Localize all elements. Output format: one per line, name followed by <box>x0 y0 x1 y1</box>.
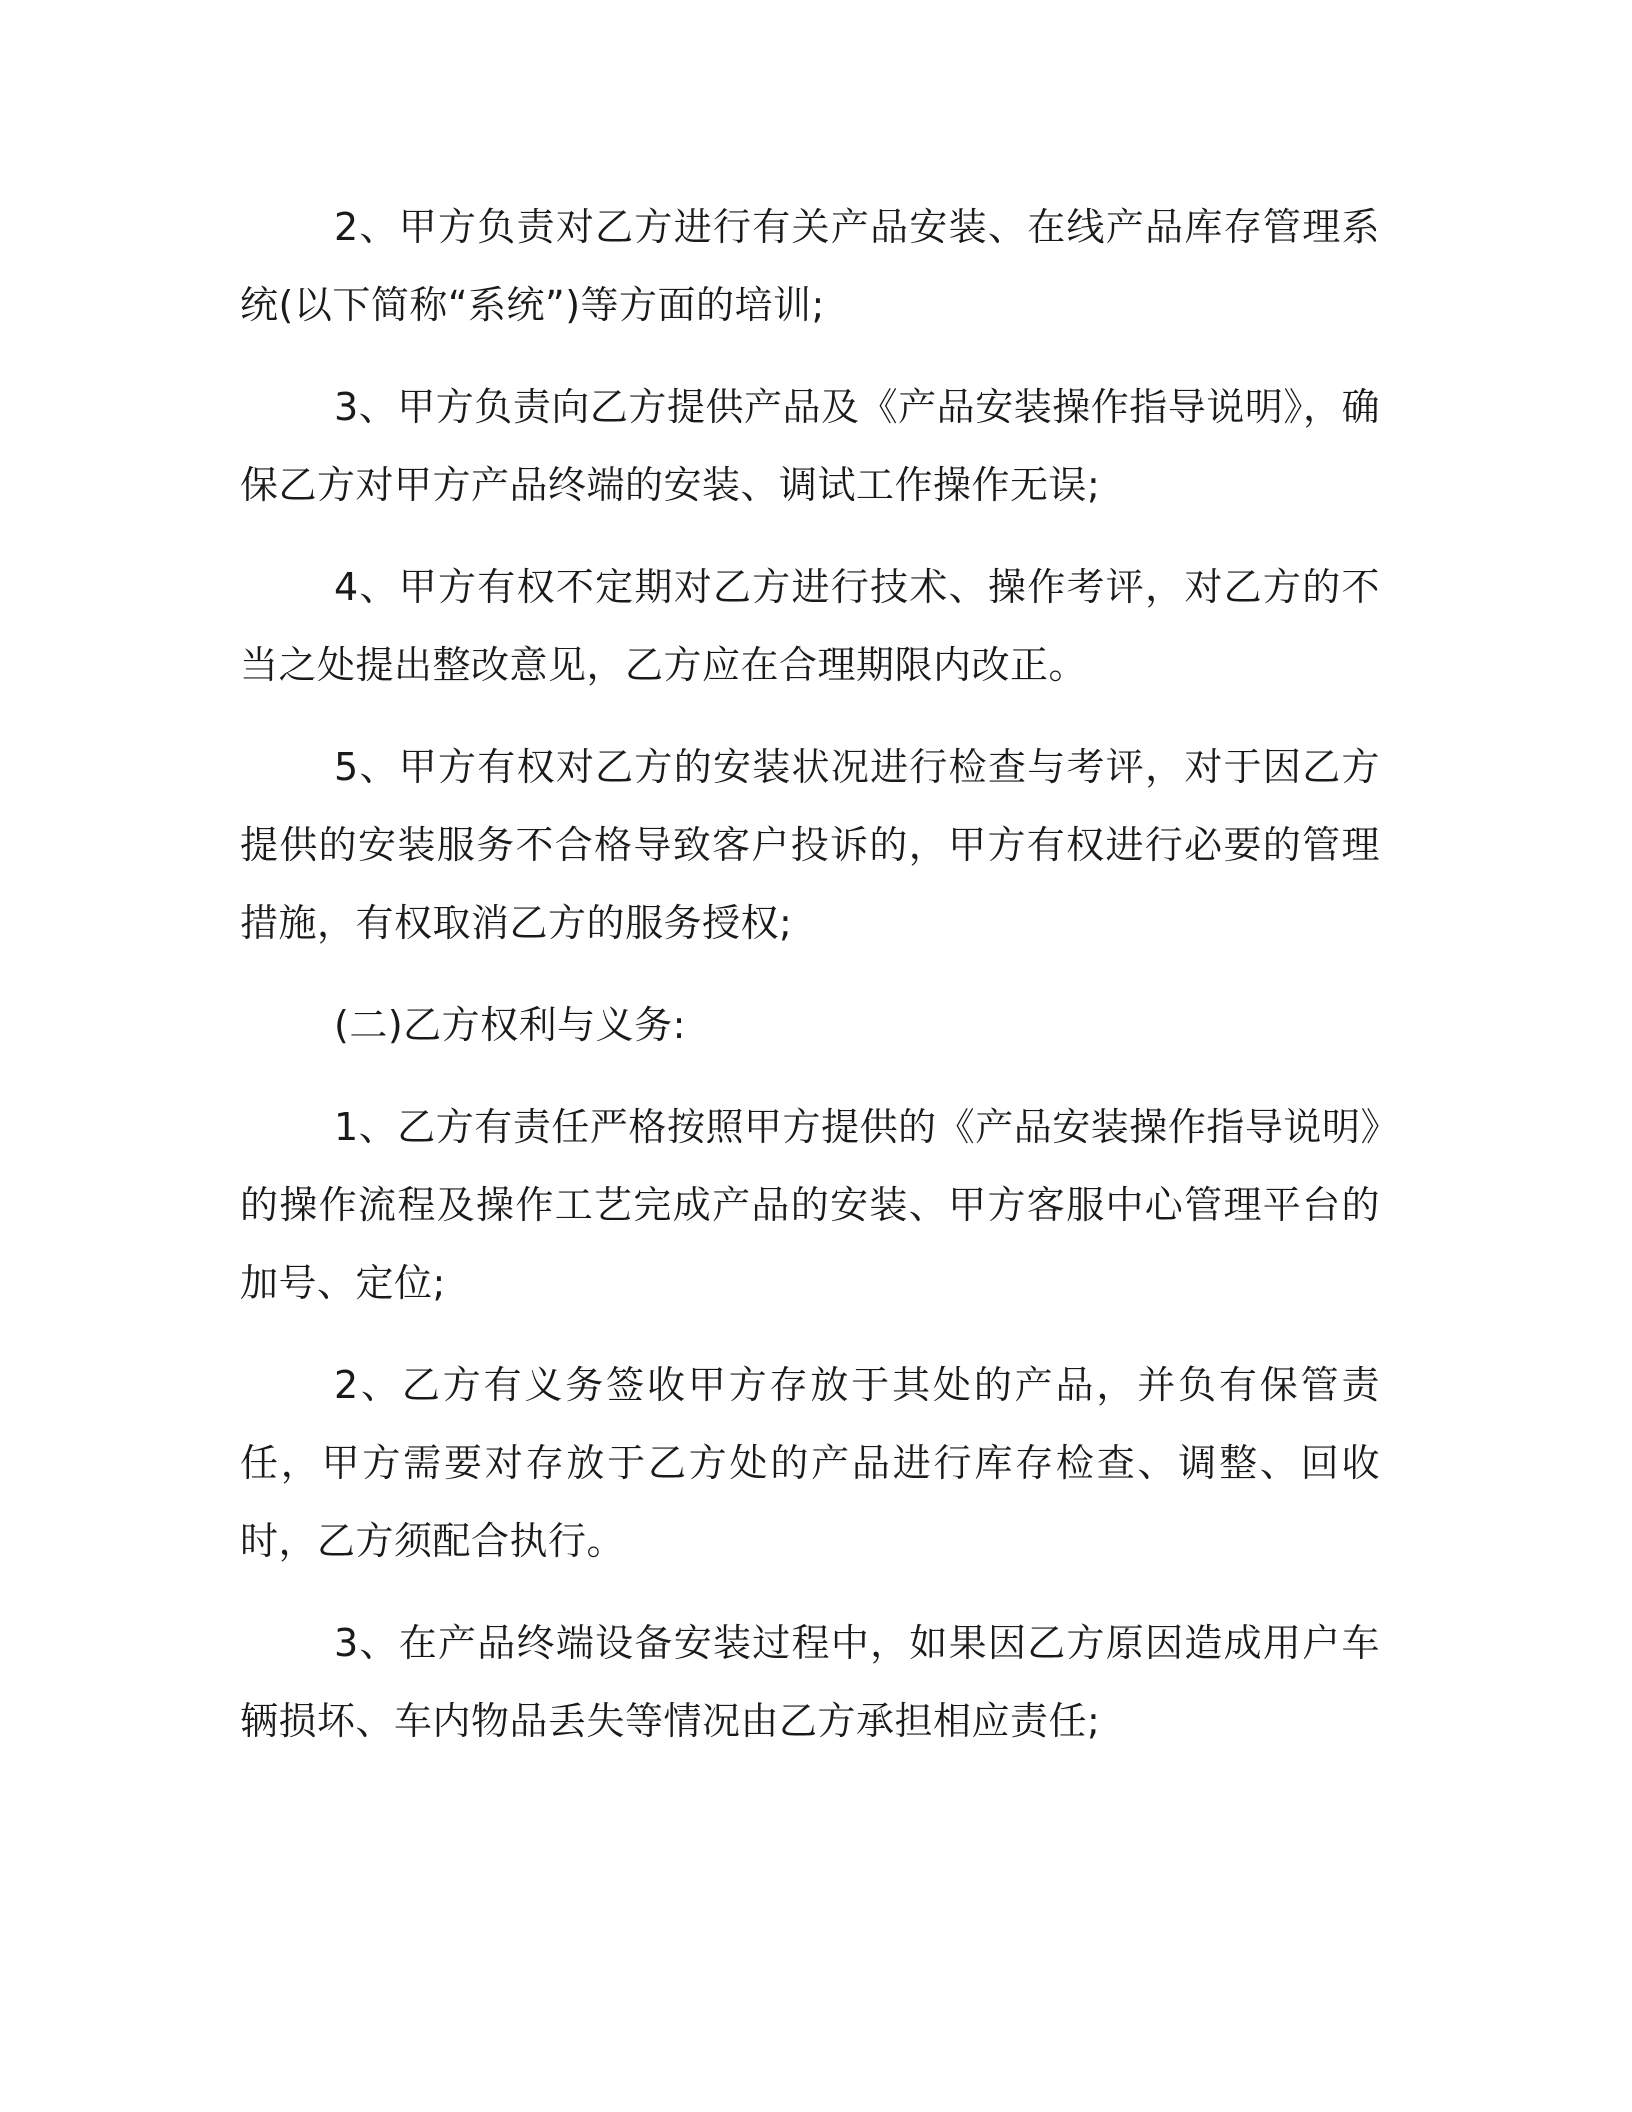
document-body <box>240 188 1380 1784</box>
clause-b-2: 2、乙方有义务签收甲方存放于其处的产品，并负有保管责任，甲方需要对存放于乙方处的产品进行库存检查、调整、回收时，乙方须配合执行。 <box>240 1363 1380 1563</box>
clause-a-2: 2、甲方负责对乙方进行有关产品安装、在线产品库存管理系统(以下简称“系统”)等方面的培训; <box>240 205 1380 327</box>
section-heading-party-b: (二)乙方权利与义务: <box>334 1003 686 1047</box>
clause-a-3: 3、甲方负责向乙方提供产品及《产品安装操作指导说明》，确保乙方对甲方产品终端的安装、调试工作操作无误; <box>240 385 1380 507</box>
clause-b-1: 1、乙方有责任严格按照甲方提供的《产品安装操作指导说明》的操作流程及操作工艺完成产品的安装、甲方客服中心管理平台的加号、定位; <box>240 1105 1380 1305</box>
clause-a-5: 5、甲方有权对乙方的安装状况进行检查与考评，对于因乙方提供的安装服务不合格导致客户投诉的，甲方有权进行必要的管理措施，有权取消乙方的服务授权; <box>240 745 1380 945</box>
clause-b-3: 3、在产品终端设备安装过程中，如果因乙方原因造成用户车辆损坏、车内物品丢失等情况由乙方承担相应责任; <box>240 1621 1380 1743</box>
clause-a-4: 4、甲方有权不定期对乙方进行技术、操作考评，对乙方的不当之处提出整改意见，乙方应在合理期限内改正。 <box>240 565 1380 687</box>
